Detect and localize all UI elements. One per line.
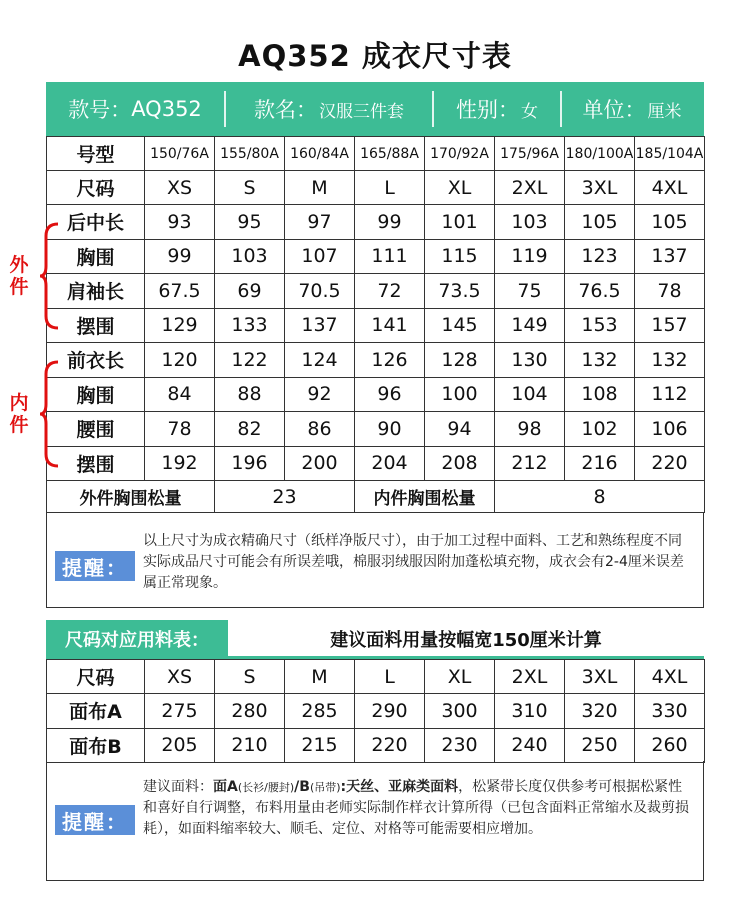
value-cell: 300 bbox=[425, 694, 495, 729]
value-cell: 320 bbox=[565, 694, 635, 729]
text-part: ，松紧带长度仅供参考可根据松紧性和喜好自行调整，布料用量由老师实际制作样衣计算所得（已包含面料正常缩水及裁剪损耗），如面料缩率较大、顺毛、定位、对格等可能需要相应增加。 bbox=[143, 779, 689, 837]
value-cell: 205 bbox=[145, 728, 215, 763]
model-cell: 170/92A bbox=[425, 137, 495, 171]
inner-rows bbox=[47, 343, 705, 481]
value-cell: 75 bbox=[495, 274, 565, 309]
style-name-cell bbox=[226, 82, 432, 136]
style-name-label: 款名： bbox=[254, 98, 317, 122]
value-cell: 216 bbox=[565, 446, 635, 481]
value-cell: 141 bbox=[355, 308, 425, 343]
value-cell: 310 bbox=[495, 694, 565, 729]
value-cell: 137 bbox=[285, 308, 355, 343]
value-cell: 137 bbox=[635, 239, 705, 274]
row-label: 腰围 bbox=[47, 412, 145, 447]
inner-brace bbox=[38, 358, 62, 470]
value-cell: 123 bbox=[565, 239, 635, 274]
value-cell: 126 bbox=[355, 343, 425, 378]
model-cell: 150/76A bbox=[145, 137, 215, 171]
size-cell: 4XL bbox=[635, 660, 705, 694]
model-cell: 155/80A bbox=[215, 137, 285, 171]
value-cell: 86 bbox=[285, 412, 355, 447]
model-label: 号型 bbox=[47, 137, 145, 171]
value-cell: 124 bbox=[285, 343, 355, 378]
value-cell: 192 bbox=[145, 446, 215, 481]
row-label: 胸围 bbox=[47, 377, 145, 412]
table-row bbox=[47, 274, 705, 309]
value-cell: 132 bbox=[635, 343, 705, 378]
value-cell: 204 bbox=[355, 446, 425, 481]
fabric-rows bbox=[47, 694, 705, 763]
value-cell: 96 bbox=[355, 377, 425, 412]
unit-label: 单位： bbox=[582, 98, 646, 122]
value-cell: 78 bbox=[145, 412, 215, 447]
reminder-badge: 提醒： bbox=[55, 805, 135, 835]
value-cell: 105 bbox=[635, 205, 705, 240]
value-cell: 76.5 bbox=[565, 274, 635, 309]
fabric-table bbox=[46, 659, 705, 763]
text-part: :天丝、亚麻类面料 bbox=[340, 779, 459, 795]
value-cell: 119 bbox=[495, 239, 565, 274]
value-cell: 107 bbox=[285, 239, 355, 274]
value-cell: 94 bbox=[425, 412, 495, 447]
row-label: 摆围 bbox=[47, 446, 145, 481]
value-cell: 90 bbox=[355, 412, 425, 447]
row-label: 前衣长 bbox=[47, 343, 145, 378]
value-cell: 129 bbox=[145, 308, 215, 343]
value-cell: 210 bbox=[215, 728, 285, 763]
text-part: (吊带) bbox=[309, 781, 341, 794]
value-cell: 275 bbox=[145, 694, 215, 729]
model-cell: 180/100A bbox=[565, 137, 635, 171]
value-cell: 153 bbox=[565, 308, 635, 343]
text-part: 建议面料： bbox=[143, 779, 213, 795]
value-cell: 133 bbox=[215, 308, 285, 343]
value-cell: 157 bbox=[635, 308, 705, 343]
size-cell: XS bbox=[145, 171, 215, 205]
table-row bbox=[47, 446, 705, 481]
value-cell: 92 bbox=[285, 377, 355, 412]
divider bbox=[560, 91, 562, 127]
style-number-cell bbox=[46, 82, 224, 136]
outer-ease-value: 23 bbox=[215, 481, 355, 513]
value-cell: 101 bbox=[425, 205, 495, 240]
value-cell: 112 bbox=[635, 377, 705, 412]
value-cell: 103 bbox=[215, 239, 285, 274]
table-row bbox=[47, 239, 705, 274]
style-number-label: 款号： bbox=[68, 98, 132, 122]
info-header bbox=[46, 82, 704, 136]
value-cell: 100 bbox=[425, 377, 495, 412]
value-cell: 102 bbox=[565, 412, 635, 447]
value-cell: 95 bbox=[215, 205, 285, 240]
value-cell: 93 bbox=[145, 205, 215, 240]
value-cell: 84 bbox=[145, 377, 215, 412]
value-cell: 220 bbox=[635, 446, 705, 481]
value-cell: 70.5 bbox=[285, 274, 355, 309]
ease-table bbox=[46, 480, 705, 513]
value-cell: 132 bbox=[565, 343, 635, 378]
reminder-text: 以上尺寸为成衣精确尺寸（纸样净版尺寸），由于加工过程中面料、工艺和熟练程度不同实际成品尺寸可能会有所误差哦，棉服羽绒服因附加蓬松填充物，成衣会有2-4厘米误差属正常现象。 bbox=[143, 533, 684, 591]
table-row bbox=[47, 412, 705, 447]
value-cell: 97 bbox=[285, 205, 355, 240]
style-number-value: AQ352 bbox=[131, 97, 202, 121]
value-cell: 149 bbox=[495, 308, 565, 343]
model-row bbox=[47, 137, 705, 171]
value-cell: 103 bbox=[495, 205, 565, 240]
reminder-box-2 bbox=[46, 761, 704, 881]
inner-ease-value: 8 bbox=[495, 481, 705, 513]
size-table bbox=[46, 136, 705, 481]
unit-cell bbox=[562, 82, 702, 136]
reminder-text-2 bbox=[143, 777, 695, 840]
value-cell: 69 bbox=[215, 274, 285, 309]
model-cell: 185/104A bbox=[635, 137, 705, 171]
row-label: 面布A bbox=[47, 694, 145, 729]
gender-value: 女 bbox=[521, 101, 538, 122]
value-cell: 220 bbox=[355, 728, 425, 763]
reminder-badge: 提醒： bbox=[55, 551, 135, 581]
outer-side-label: 外 件 bbox=[9, 254, 29, 298]
table-row bbox=[47, 694, 705, 729]
table-row bbox=[47, 728, 705, 763]
value-cell: 215 bbox=[285, 728, 355, 763]
size-cell: M bbox=[285, 171, 355, 205]
value-cell: 285 bbox=[285, 694, 355, 729]
size-cell: L bbox=[355, 171, 425, 205]
value-cell: 104 bbox=[495, 377, 565, 412]
size-cell: 4XL bbox=[635, 171, 705, 205]
row-label: 胸围 bbox=[47, 239, 145, 274]
value-cell: 82 bbox=[215, 412, 285, 447]
reminder-box-1 bbox=[46, 512, 704, 608]
size-cell: L bbox=[355, 660, 425, 694]
fabric-section-title: 尺码对应用料表： bbox=[46, 620, 228, 658]
size-cell: S bbox=[215, 660, 285, 694]
value-cell: 290 bbox=[355, 694, 425, 729]
table-row bbox=[47, 343, 705, 378]
value-cell: 72 bbox=[355, 274, 425, 309]
value-cell: 73.5 bbox=[425, 274, 495, 309]
outer-brace bbox=[38, 220, 62, 332]
divider bbox=[224, 91, 226, 127]
row-label: 肩袖长 bbox=[47, 274, 145, 309]
value-cell: 128 bbox=[425, 343, 495, 378]
value-cell: 98 bbox=[495, 412, 565, 447]
unit-value: 厘米 bbox=[647, 101, 682, 122]
row-label: 面布B bbox=[47, 728, 145, 763]
row-label: 后中长 bbox=[47, 205, 145, 240]
value-cell: 240 bbox=[495, 728, 565, 763]
inner-side-label: 内 件 bbox=[9, 392, 29, 436]
outer-rows bbox=[47, 205, 705, 343]
fabric-size-row bbox=[47, 660, 705, 694]
size-cell: 2XL bbox=[495, 660, 565, 694]
value-cell: 130 bbox=[495, 343, 565, 378]
text-part: 面A bbox=[213, 779, 238, 795]
value-cell: 99 bbox=[355, 205, 425, 240]
fabric-size-label: 尺码 bbox=[47, 660, 145, 694]
size-cell: 2XL bbox=[495, 171, 565, 205]
size-label: 尺码 bbox=[47, 171, 145, 205]
value-cell: 196 bbox=[215, 446, 285, 481]
value-cell: 122 bbox=[215, 343, 285, 378]
value-cell: 208 bbox=[425, 446, 495, 481]
value-cell: 200 bbox=[285, 446, 355, 481]
value-cell: 115 bbox=[425, 239, 495, 274]
inner-ease-label: 内件胸围松量 bbox=[355, 481, 495, 513]
value-cell: 120 bbox=[145, 343, 215, 378]
divider bbox=[432, 91, 434, 127]
value-cell: 78 bbox=[635, 274, 705, 309]
value-cell: 145 bbox=[425, 308, 495, 343]
value-cell: 108 bbox=[565, 377, 635, 412]
value-cell: 330 bbox=[635, 694, 705, 729]
value-cell: 280 bbox=[215, 694, 285, 729]
size-cell: M bbox=[285, 660, 355, 694]
ease-row bbox=[47, 481, 705, 513]
value-cell: 67.5 bbox=[145, 274, 215, 309]
style-name-value: 汉服三件套 bbox=[319, 101, 404, 122]
model-cell: 160/84A bbox=[285, 137, 355, 171]
gender-label: 性别： bbox=[456, 98, 519, 122]
value-cell: 111 bbox=[355, 239, 425, 274]
size-cell: S bbox=[215, 171, 285, 205]
value-cell: 250 bbox=[565, 728, 635, 763]
value-cell: 106 bbox=[635, 412, 705, 447]
value-cell: 260 bbox=[635, 728, 705, 763]
size-cell: 3XL bbox=[565, 660, 635, 694]
model-cell: 165/88A bbox=[355, 137, 425, 171]
outer-ease-label: 外件胸围松量 bbox=[47, 481, 215, 513]
text-part: (长衫/腰封) bbox=[237, 781, 295, 794]
row-label: 摆围 bbox=[47, 308, 145, 343]
model-cell: 175/96A bbox=[495, 137, 565, 171]
value-cell: 88 bbox=[215, 377, 285, 412]
size-cell: XL bbox=[425, 171, 495, 205]
size-cell: XL bbox=[425, 660, 495, 694]
text-part: /B bbox=[294, 779, 310, 795]
table-row bbox=[47, 205, 705, 240]
page-title: AQ352 成衣尺寸表 bbox=[238, 39, 512, 73]
fabric-suggestion: 建议面料用量按幅宽150厘米计算 bbox=[330, 630, 602, 651]
table-row bbox=[47, 377, 705, 412]
value-cell: 105 bbox=[565, 205, 635, 240]
table-row bbox=[47, 308, 705, 343]
size-cell: XS bbox=[145, 660, 215, 694]
value-cell: 230 bbox=[425, 728, 495, 763]
value-cell: 212 bbox=[495, 446, 565, 481]
gender-cell bbox=[434, 82, 560, 136]
size-cell: 3XL bbox=[565, 171, 635, 205]
value-cell: 99 bbox=[145, 239, 215, 274]
size-row bbox=[47, 171, 705, 205]
